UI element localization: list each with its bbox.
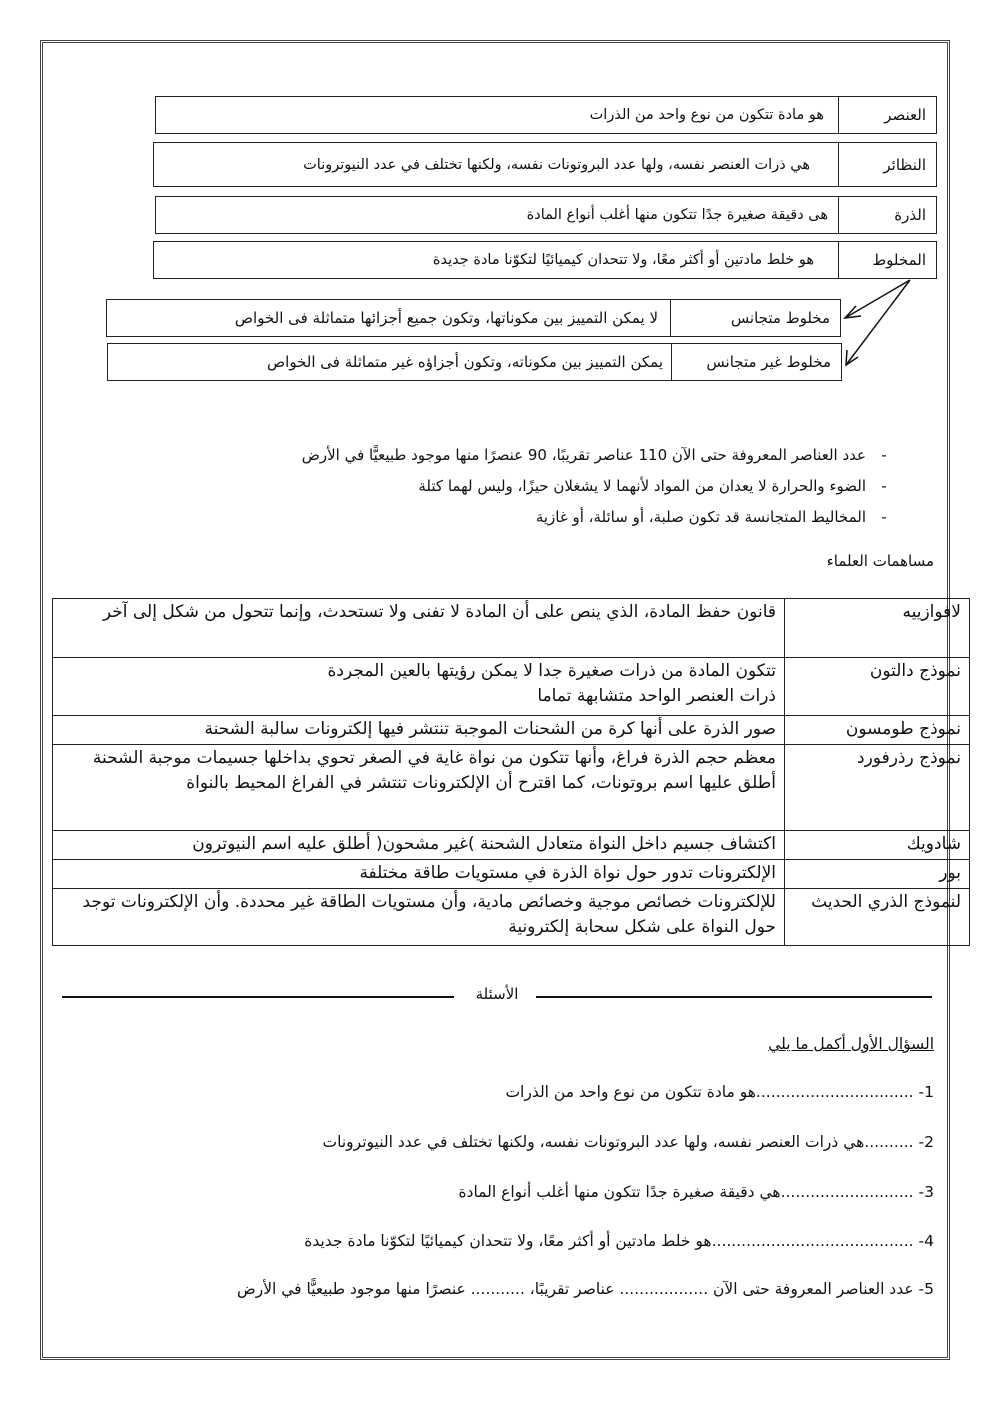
scientist-name: لافوازييه <box>785 599 970 658</box>
question1-title: السؤال الأول أكمل ما يلي <box>768 1035 934 1053</box>
list-item <box>142 440 902 471</box>
scientists-table <box>52 598 970 946</box>
table-row <box>53 889 970 946</box>
separator-line-left <box>62 996 454 998</box>
table-row <box>53 658 970 716</box>
note-text: عدد العناصر المعروفة حتى الآن 110 عناصر تقريبًا، 90 عنصرًا منها موجود طبيعيًّا في الأرض <box>301 446 866 464</box>
notes-list <box>142 440 902 533</box>
contribution-line: صور الذرة على أنها كرة من الشحنات الموجبة تنتشر فيها إلكترونات سالبة الشحنة <box>204 719 776 739</box>
scientist-contribution <box>53 745 785 831</box>
questions-separator <box>62 985 932 1005</box>
definition-text: هى دقيقة صغيرة جدًا تتكون منها أغلب أنواع المادة <box>526 207 828 223</box>
list-item <box>142 502 902 533</box>
contribution-line: اكتشاف جسيم داخل النواة متعادل الشحنة )غير مشحون( أطلق عليه اسم النيوترون <box>192 834 776 854</box>
scientist-contribution <box>53 716 785 745</box>
arrow-homogeneous <box>845 280 910 318</box>
arrowhead-homogeneous <box>845 306 861 318</box>
bullet-marker: - <box>881 446 887 464</box>
note-text: الضوء والحرارة لا يعدان من المواد لأنهما لا يشغلان حيزًا، وليس لهما كتلة <box>418 477 866 495</box>
scientist-name: شادويك <box>785 831 970 860</box>
definition-term: المخلوط <box>838 242 936 278</box>
scientist-contribution <box>53 860 785 889</box>
contribution-line: قانون حفظ المادة، الذي ينص على أن المادة لا تفنى ولا تستحدث، وإنما تتحول من شكل إلى آخر <box>102 602 776 622</box>
scientist-contribution <box>53 658 785 716</box>
questions-title: الأسئلة <box>475 985 519 1003</box>
contribution-line: تتكون المادة من ذرات صغيرة جدا لا يمكن رؤيتها بالعين المجردة <box>327 661 776 681</box>
mixture-term: مخلوط متجانس <box>670 300 840 336</box>
definition-text: هو مادة تتكون من نوع واحد من الذرات <box>589 107 824 123</box>
scientist-name: نموذج دالتون <box>785 658 970 716</box>
scientist-name: بور <box>785 860 970 889</box>
arrow-heterogeneous <box>846 280 910 365</box>
definition-text: هي ذرات العنصر نفسه، ولها عدد البروتونات نفسه، ولكنها تختلف في عدد النيوترونات <box>303 156 810 173</box>
note-text: المخاليط المتجانسة قد تكون صلبة، أو سائلة، أو غازية <box>535 508 866 526</box>
definition-term: الذرة <box>838 197 936 233</box>
scientists-heading: مساهمات العلماء <box>826 552 934 570</box>
table-row <box>53 599 970 658</box>
question-item: 2- ..........هي ذرات العنصر نفسه، ولها عدد البروتونات نفسه، ولكنها تختلف في عدد النيوترونات <box>322 1133 934 1151</box>
mixture-text: لا يمكن التمييز بين مكوناتها، وتكون جميع أجزائها متماثلة فى الخواص <box>234 309 658 327</box>
question-item: 5- عدد العناصر المعروفة حتى الآن .................. عناصر تقريبًا، ........... عنصرًا منها موجود طبيعيًّا في الأرض <box>236 1280 934 1298</box>
scientist-name: نموذج طومسون <box>785 716 970 745</box>
table-row <box>53 831 970 860</box>
question-item: 3- ...........................هي دقيقة صغيرة جدًا تتكون منها أغلب أنواع المادة <box>458 1183 934 1201</box>
separator-line-right <box>536 996 932 998</box>
scientist-name: لنموذج الذري الحديث <box>785 889 970 946</box>
scientist-contribution <box>53 599 785 658</box>
table-row <box>53 716 970 745</box>
scientist-contribution <box>53 889 785 946</box>
definition-text: هو خلط مادتين أو أكثر معًا، ولا تتحدان كيميائيًا لتكوّنا مادة جديدة <box>432 252 814 268</box>
table-row <box>53 745 970 831</box>
table-row <box>53 860 970 889</box>
definition-term: العنصر <box>838 97 936 133</box>
mixture-text: يمكن التمييز بين مكوناته، وتكون أجزاؤه غير متماثلة فى الخواص <box>267 353 663 371</box>
scientist-name: نموذج رذرفورد <box>785 745 970 831</box>
definition-term: النظائر <box>838 143 936 186</box>
question-item: 4- .........................................هو خلط مادتين أو أكثر معًا، ولا تتحدان كيميائيًا لتكوّنا مادة جديدة <box>304 1232 934 1250</box>
question-item: 1- ................................هو مادة تتكون من نوع واحد من الذرات <box>505 1083 934 1101</box>
contribution-line: معظم حجم الذرة فراغ، وأنها تتكون من نواة غاية في الصغر تحوي بداخلها جسيمات موجبة الشحنة أطلق عليها اسم بروتونات، كما اقترح أن الإلكترونات تنتشر في الفراغ المحيط بالنواة <box>92 748 776 793</box>
mixture-term: مخلوط غير متجانس <box>671 344 841 380</box>
contribution-line: الإلكترونات تدور حول نواة الذرة في مستويات طاقة مختلفة <box>359 863 776 883</box>
bullet-marker: - <box>881 477 887 495</box>
contribution-line: للإلكترونات خصائص موجية وخصائص مادية، وأن مستويات الطاقة غير محددة. وأن الإلكترونات توجد حول النواة على شكل سحابة إلكترونية <box>82 892 776 937</box>
list-item <box>142 471 902 502</box>
bullet-marker: - <box>881 508 887 526</box>
scientist-contribution <box>53 831 785 860</box>
contribution-line: ذرات العنصر الواحد متشابهة تماما <box>537 686 776 706</box>
